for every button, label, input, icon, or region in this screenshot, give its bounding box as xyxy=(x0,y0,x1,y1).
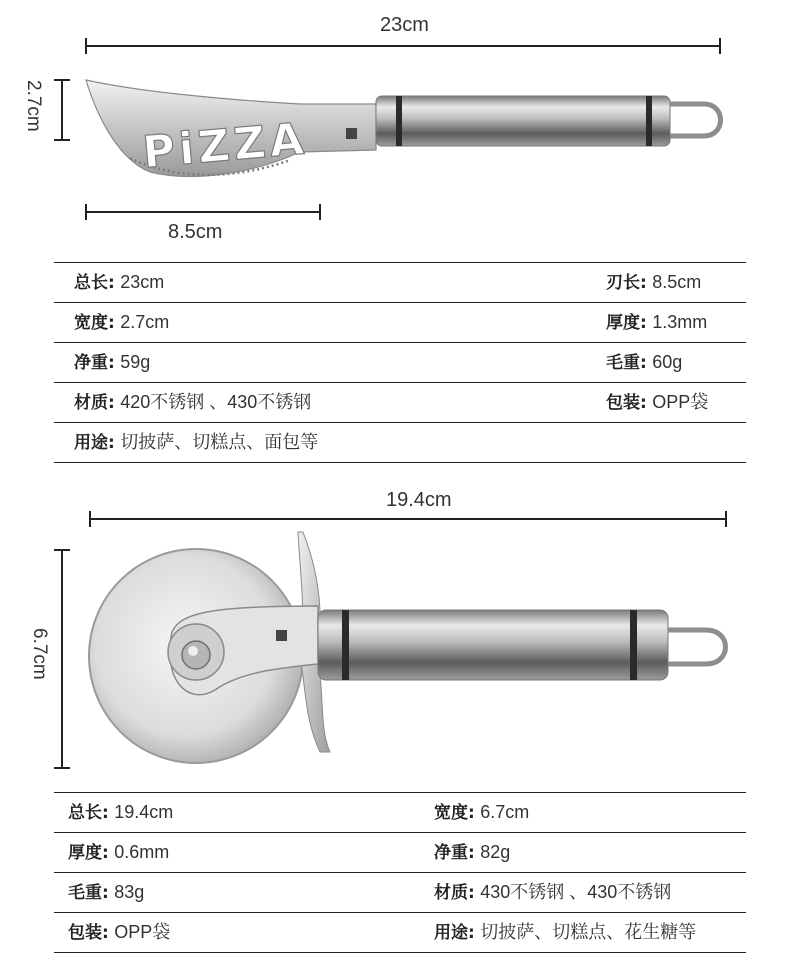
knife-blade-cutout-text: PiZZA xyxy=(140,113,310,179)
knife-width-label: 2.7cm xyxy=(23,80,44,132)
spec-gross-weight: 毛重: 83g xyxy=(68,882,145,903)
spec-material: 材质: 430不锈钢 、430不锈钢 xyxy=(434,882,672,903)
table-row xyxy=(54,263,746,303)
spec-usage: 用途: 切披萨、切糕点、花生糖等 xyxy=(434,922,697,943)
table-row xyxy=(54,343,746,383)
spec-usage: 用途: 切披萨、切糕点、面包等 xyxy=(74,432,319,453)
knife-width-dimension xyxy=(54,80,70,140)
spec-material: 材质: 420不锈钢 、430不锈钢 xyxy=(74,392,312,413)
table-row xyxy=(54,913,746,953)
knife-length-label: 23cm xyxy=(380,14,429,36)
spec-thickness: 厚度: 0.6mm xyxy=(68,842,170,863)
spec-packaging: 包装: OPP袋 xyxy=(606,392,709,413)
knife-blade-label: 8.5cm xyxy=(168,221,223,243)
knife-spec-table xyxy=(54,262,746,463)
spec-width: 宽度: 6.7cm xyxy=(434,802,530,823)
table-row xyxy=(54,793,746,833)
knife-hanging-loop xyxy=(670,104,721,136)
wheel-length-label: 19.4cm xyxy=(386,489,452,511)
spec-total-length: 总长: 19.4cm xyxy=(68,802,174,823)
wheel-length-dimension xyxy=(90,511,726,527)
table-row xyxy=(54,383,746,423)
table-row xyxy=(54,873,746,913)
spec-gross-weight: 毛重: 60g xyxy=(606,352,683,373)
cutter-logo-mark xyxy=(276,630,287,641)
pizza-knife xyxy=(86,80,721,179)
cutter-handle xyxy=(318,610,668,680)
table-row xyxy=(54,303,746,343)
spec-width: 宽度: 2.7cm xyxy=(74,312,170,333)
spec-net-weight: 净重: 59g xyxy=(74,352,151,373)
knife-blade-dimension xyxy=(86,204,320,220)
wheel-height-dimension xyxy=(54,550,70,768)
wheel-height-label: 6.7cm xyxy=(29,628,50,680)
spec-total-length: 总长: 23cm xyxy=(74,272,165,293)
table-row xyxy=(54,423,746,463)
table-row xyxy=(54,833,746,873)
spec-net-weight: 净重: 82g xyxy=(434,842,511,863)
cutter-hanging-loop xyxy=(668,630,726,664)
spec-blade-length: 刃长: 8.5cm xyxy=(606,272,702,293)
knife-length-dimension xyxy=(86,38,720,54)
pizza-wheel-cutter xyxy=(89,532,726,763)
wheel-spec-table xyxy=(54,792,746,953)
knife-logo-mark xyxy=(346,128,357,139)
spec-thickness: 厚度: 1.3mm xyxy=(606,312,708,333)
spec-packaging: 包装: OPP袋 xyxy=(68,922,171,943)
knife-handle xyxy=(376,96,670,146)
